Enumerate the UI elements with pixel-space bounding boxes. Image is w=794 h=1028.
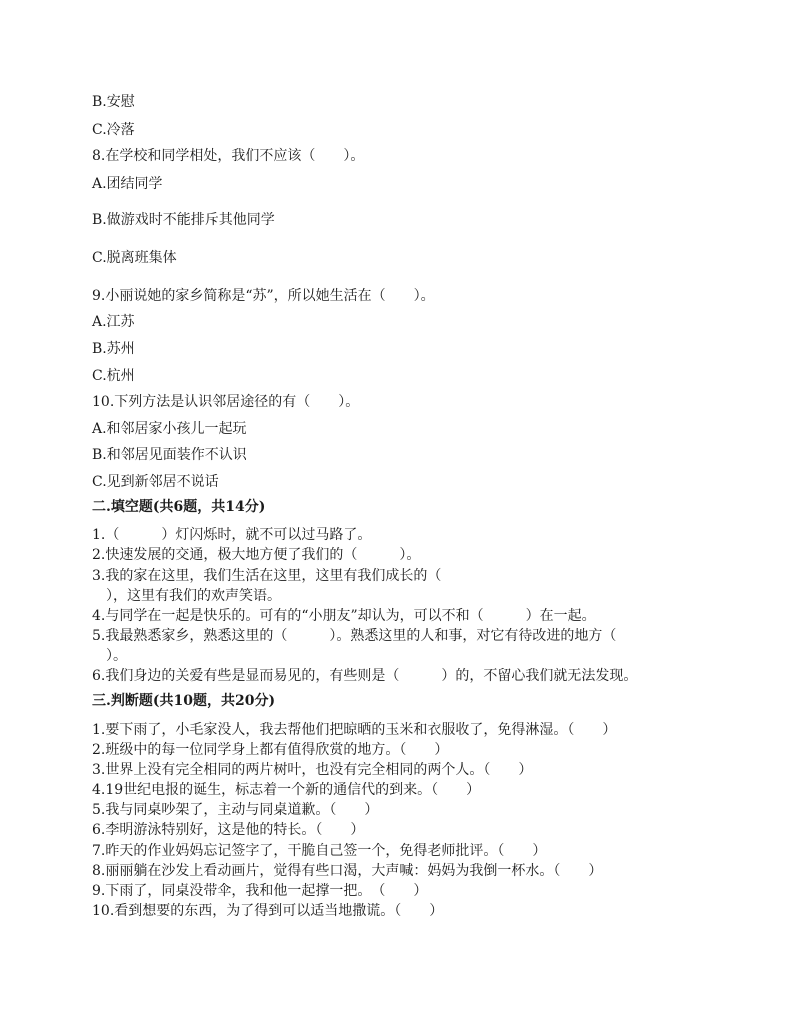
judge-item: 2.班级中的每一位同学身上都有值得欣赏的地方。（ ） xyxy=(92,742,449,758)
option-10a: A.和邻居家小孩儿一起玩 xyxy=(92,421,247,437)
question-10: 10.下列方法是认识邻居途径的有（ ）。 xyxy=(92,394,360,410)
option-7b: B.安慰 xyxy=(92,94,135,110)
judge-item: 4.19世纪电报的诞生，标志着一个新的通信代的到来。（ ） xyxy=(92,782,481,798)
judge-item: 1.要下雨了，小毛家没人，我去帮他们把晾晒的玉米和衣服收了，免得淋湿。（ ） xyxy=(92,722,617,738)
option-9c: C.杭州 xyxy=(92,368,135,384)
judge-item: 6.李明游泳特别好，这是他的特长。（ ） xyxy=(92,822,365,838)
option-10c: C.见到新邻居不说话 xyxy=(92,474,219,490)
fill-item: 5.我最熟悉家乡，熟悉这里的（ ）。熟悉这里的人和事，对它有待改进的地方（ xyxy=(92,628,617,644)
fill-item: 3.我的家在这里，我们生活在这里，这里有我们成长的（ xyxy=(92,568,442,584)
option-8b: B.做游戏时不能排斥其他同学 xyxy=(92,212,275,228)
option-9b: B.苏州 xyxy=(92,341,135,357)
judge-item: 3.世界上没有完全相同的两片树叶，也没有完全相同的两个人。（ ） xyxy=(92,762,533,778)
judge-item: 8.丽丽躺在沙发上看动画片，觉得有些口渴，大声喊：妈妈为我倒一杯水。（ ） xyxy=(92,863,603,879)
fill-item: 4.与同学在一起是快乐的。可有的“小朋友”却认为，可以不和（ ）在一起。 xyxy=(92,608,596,624)
judge-item: 10.看到想要的东西，为了得到可以适当地撒谎。（ ） xyxy=(92,903,444,919)
judge-item: 5.我与同桌吵架了，主动与同桌道歉。（ ） xyxy=(92,802,379,818)
judge-item: 7.昨天的作业妈妈忘记签字了，干脆自己签一个，免得老师批评。（ ） xyxy=(92,843,547,859)
section-3-title: 三.判断题(共10题，共20分) xyxy=(92,693,276,709)
fill-item-continuation: ）。 xyxy=(106,648,127,664)
fill-item: 6.我们身边的关爱有些是显而易见的，有些则是（ ）的，不留心我们就无法发现。 xyxy=(92,668,638,684)
section-2-title: 二.填空题(共6题，共14分) xyxy=(92,499,266,515)
judge-item: 9.下雨了，同桌没带伞，我和他一起撑一把。 （ ） xyxy=(92,883,428,899)
fill-item-continuation: ），这里有我们的欢声笑语。 xyxy=(106,588,281,604)
fill-item: 1.（ ）灯闪烁时，就不可以过马路了。 xyxy=(92,527,372,543)
question-8: 8.在学校和同学相处，我们不应该（ ）。 xyxy=(92,148,365,164)
fill-item: 2.快速发展的交通，极大地方便了我们的（ ）。 xyxy=(92,547,421,563)
option-8a: A.团结同学 xyxy=(92,176,163,192)
question-9: 9.小丽说她的家乡简称是“苏”，所以她生活在（ ）。 xyxy=(92,288,435,304)
option-8c: C.脱离班集体 xyxy=(92,250,177,266)
option-7c: C.冷落 xyxy=(92,122,135,138)
option-9a: A.江苏 xyxy=(92,314,135,330)
option-10b: B.和邻居见面装作不认识 xyxy=(92,447,247,463)
